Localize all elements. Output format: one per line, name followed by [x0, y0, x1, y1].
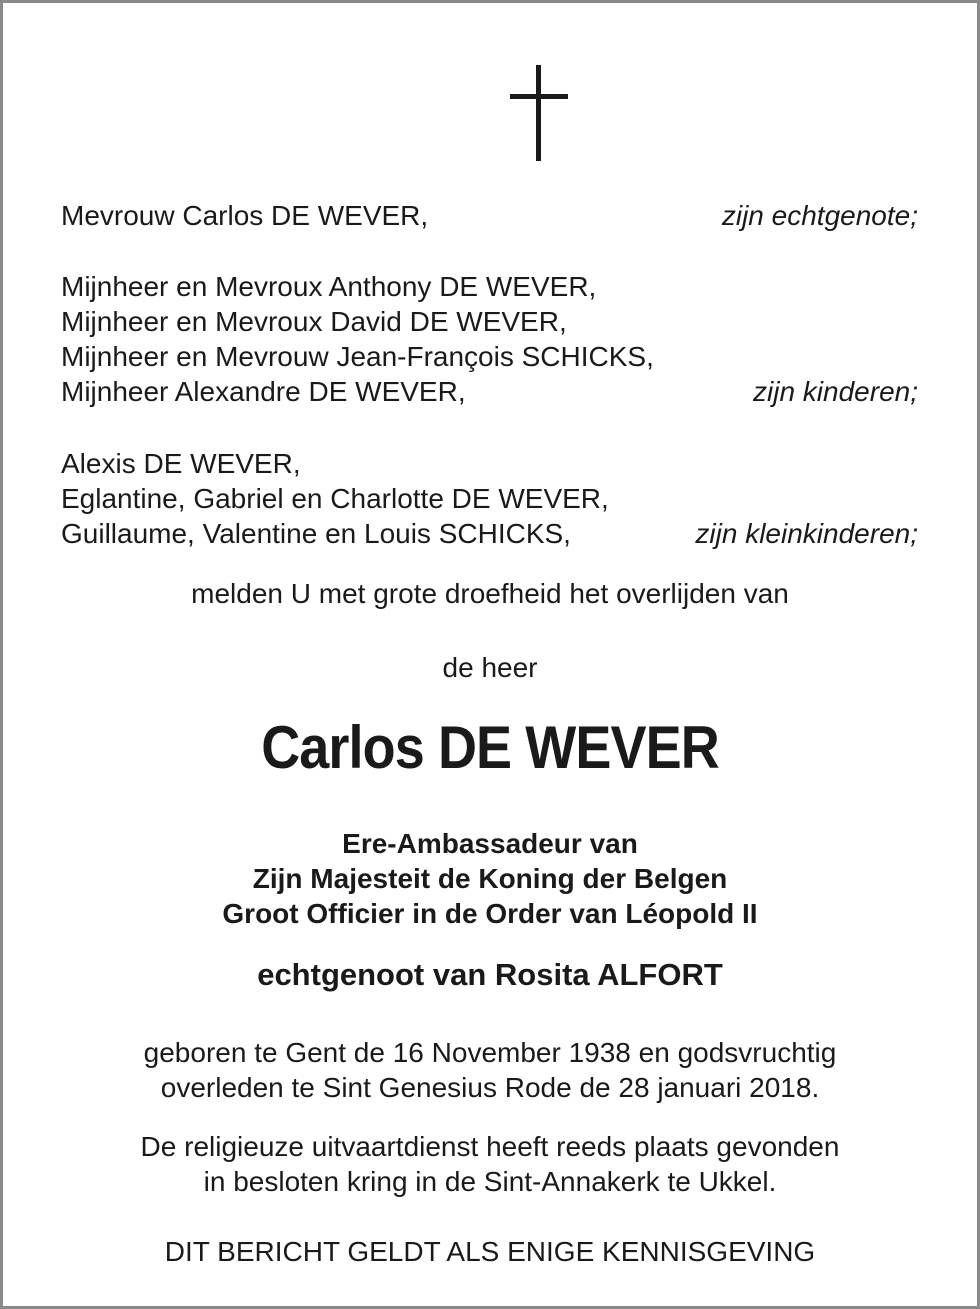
grandchildren-role: zijn kleinkinderen; — [695, 518, 918, 549]
child-name: Mijnheer en Mevrouw Jean-François SCHICKS, — [61, 341, 654, 372]
child-name: Mijnheer Alexandre DE WEVER, — [61, 376, 466, 407]
child-row — [61, 374, 918, 409]
child-name: Mijnheer en Mevroux Anthony DE WEVER, — [61, 271, 597, 302]
footer-notice: DIT BERICHT GELDT ALS ENIGE KENNISGEVING — [164, 1236, 816, 1267]
announcement: melden U met grote droefheid het overlijden van — [191, 578, 789, 609]
service-line: in besloten kring in de Sint-Annakerk te Ukkel. — [203, 1166, 777, 1197]
children-role: zijn kinderen; — [753, 376, 918, 407]
child-row — [61, 269, 918, 304]
cross-icon — [510, 65, 568, 163]
honorific: de heer — [442, 652, 538, 683]
spouse-name: Mevrouw Carlos DE WEVER, — [61, 200, 429, 231]
dates-line: overleden te Sint Genesius Rode de 28 januari 2018. — [160, 1072, 820, 1103]
spouse-role: zijn echtgenote; — [721, 200, 918, 231]
service-line: De religieuze uitvaartdienst heeft reeds plaats gevonden — [140, 1131, 840, 1162]
grandchild-name: Eglantine, Gabriel en Charlotte DE WEVER, — [61, 483, 609, 514]
title-line: Groot Officier in de Order van Léopold II — [222, 898, 758, 929]
deceased-name: Carlos DE WEVER — [261, 714, 719, 781]
title-line: Ere-Ambassadeur van — [342, 828, 638, 859]
grandchild-name: Guillaume, Valentine en Louis SCHICKS, — [61, 518, 571, 549]
spouse-row — [61, 198, 918, 233]
dates-line: geboren te Gent de 16 November 1938 en godsvruchtig — [143, 1037, 837, 1068]
grandchild-row — [61, 481, 918, 516]
grandchild-row — [61, 446, 918, 481]
grandchild-name: Alexis DE WEVER, — [61, 448, 301, 479]
grandchild-row — [61, 516, 918, 551]
child-row — [61, 339, 918, 374]
title-line: Zijn Majesteit de Koning der Belgen — [252, 863, 728, 894]
spouse-line: echtgenoot van Rosita ALFORT — [257, 957, 723, 992]
child-row — [61, 304, 918, 339]
child-name: Mijnheer en Mevroux David DE WEVER, — [61, 306, 567, 337]
